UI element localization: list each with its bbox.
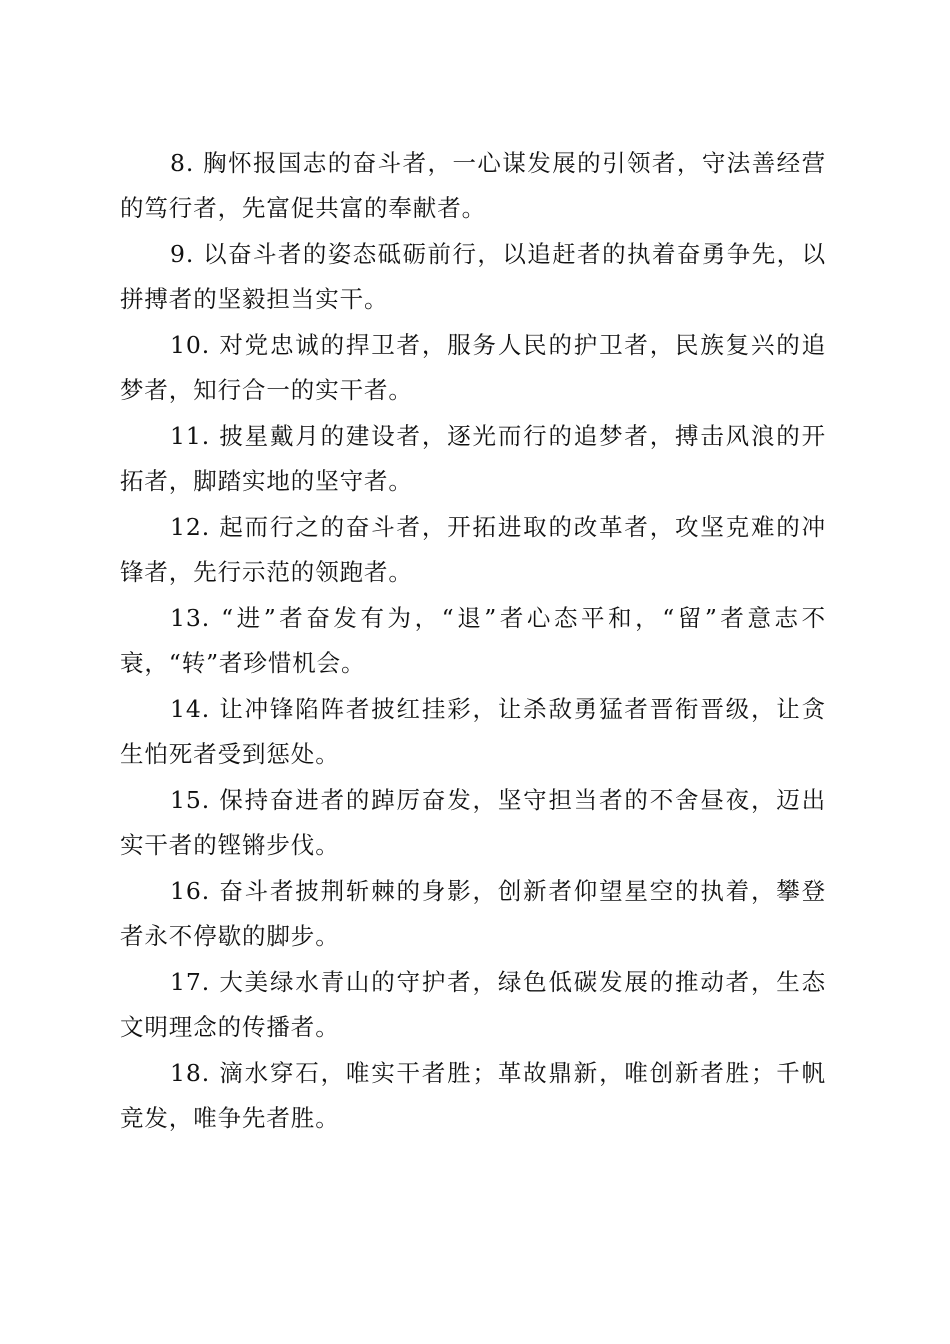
- paragraph-18: 18. 滴水穿石，唯实干者胜；革故鼎新，唯创新者胜；千帆竞发，唯争先者胜。: [120, 1059, 826, 1132]
- paragraph-15: 15. 保持奋进者的踔厉奋发，坚守担当者的不舍昼夜，迈出实干者的铿锵步伐。: [120, 786, 826, 859]
- paragraph-10: 10. 对党忠诚的捍卫者，服务人民的护卫者，民族复兴的追梦者，知行合一的实干者。: [120, 331, 826, 404]
- paragraph-11: 11. 披星戴月的建设者，逐光而行的追梦者，搏击风浪的开拓者，脚踏实地的坚守者。: [120, 422, 826, 495]
- document-body: [120, 141, 826, 1142]
- paragraph-17: 17. 大美绿水青山的守护者，绿色低碳发展的推动者，生态文明理念的传播者。: [120, 968, 826, 1041]
- paragraph-12: 12. 起而行之的奋斗者，开拓进取的改革者，攻坚克难的冲锋者，先行示范的领跑者。: [120, 513, 826, 586]
- paragraph-13: 13. “进”者奋发有为，“退”者心态平和，“留”者意志不衰，“转”者珍惜机会。: [120, 604, 826, 677]
- paragraph-14: 14. 让冲锋陷阵者披红挂彩，让杀敌勇猛者晋衔晋级，让贪生怕死者受到惩处。: [120, 695, 826, 768]
- paragraph-9: 9. 以奋斗者的姿态砥砺前行，以追赶者的执着奋勇争先，以拼搏者的坚毅担当实干。: [120, 240, 826, 313]
- paragraph-8: 8. 胸怀报国志的奋斗者，一心谋发展的引领者，守法善经营的笃行者，先富促共富的奉献者。: [120, 149, 826, 222]
- paragraph-16: 16. 奋斗者披荆斩棘的身影，创新者仰望星空的执着，攀登者永不停歇的脚步。: [120, 877, 826, 950]
